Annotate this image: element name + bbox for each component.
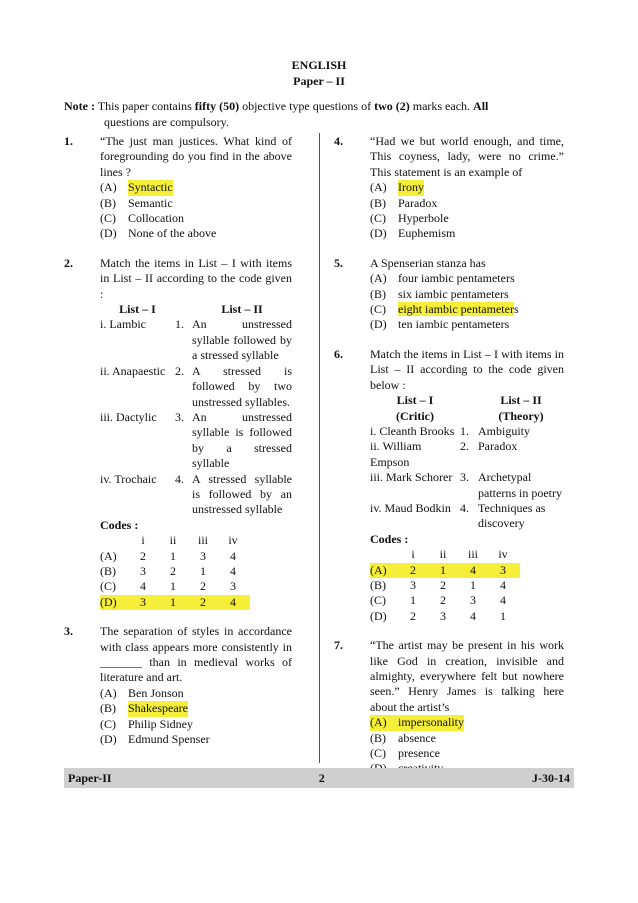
list-2-item: Archetypal patterns in poetry — [478, 470, 562, 500]
code-value: 4 — [230, 548, 236, 563]
question-number: 7. — [334, 638, 343, 653]
option — [370, 302, 564, 317]
code-value: 1 — [470, 577, 476, 592]
note-bold-3: All — [473, 99, 489, 113]
option — [370, 196, 564, 211]
code-value: 2 — [200, 579, 206, 594]
list-1-heading: List – I — [119, 302, 156, 317]
code-row-highlighted — [370, 563, 520, 578]
option-key: (D) — [370, 226, 387, 241]
option-key: (A) — [100, 180, 117, 195]
option-key: (A) — [370, 180, 387, 195]
left-column — [64, 134, 292, 747]
match-table — [370, 393, 564, 532]
note-bold-1: fifty (50) — [194, 99, 240, 113]
option — [370, 211, 564, 226]
question-text: Match the items in List – I with items in List – II according to the code given below : — [370, 346, 564, 392]
code-head: i — [141, 533, 145, 548]
option — [370, 271, 564, 286]
option-key: (B) — [370, 286, 386, 301]
list-2-item: Techniques as discovery — [478, 500, 546, 531]
note-bold-2: two (2) — [374, 99, 410, 113]
code-key: (B) — [370, 577, 386, 592]
code-value: 4 — [470, 562, 476, 577]
code-value: 4 — [470, 608, 476, 623]
option — [370, 715, 564, 730]
footer-page-number: 2 — [318, 770, 325, 785]
option-text: Euphemism — [398, 226, 456, 241]
option-key: (B) — [100, 195, 116, 210]
option — [100, 180, 292, 195]
option-text: ten iambic pentameters — [398, 317, 510, 332]
question-1 — [64, 134, 292, 242]
code-value: 3 — [440, 608, 446, 623]
option-text-highlighted: impersonality — [398, 715, 464, 730]
option-key: (B) — [100, 701, 116, 716]
code-head: iii — [467, 547, 478, 562]
option — [100, 717, 292, 732]
list-2-heading: List – II — [500, 393, 542, 408]
list-1-heading: List – I — [396, 393, 434, 408]
option-key: (D) — [100, 732, 117, 747]
code-key: (D) — [100, 594, 117, 609]
question-text: “The artist may be present in his work like God in creation, invisible and almighty, everywhere felt but nowhere seen.” Henry James is talking here about the artist’s — [370, 638, 564, 714]
list-1-item: i. Cleanth Brooks — [370, 423, 455, 438]
option — [100, 701, 292, 716]
code-row — [370, 609, 564, 624]
code-value: 3 — [230, 579, 236, 594]
code-value: 4 — [140, 579, 146, 594]
option-text-highlighted: eight iambic pentameter — [398, 302, 514, 317]
code-value: 4 — [500, 593, 506, 608]
list-1-item: ii. Anapaestic — [100, 363, 166, 378]
code-value: 1 — [200, 563, 206, 578]
option-key: (A) — [100, 685, 117, 700]
question-3 — [64, 624, 292, 747]
question-number: 3. — [64, 624, 73, 639]
question-4 — [334, 134, 564, 242]
option — [100, 686, 292, 701]
code-value: 1 — [410, 593, 416, 608]
list-2-number: 3. — [460, 470, 469, 485]
option-text: Philip Sidney — [128, 716, 194, 731]
code-key: (A) — [370, 562, 387, 577]
list-1-item: iv. Trochaic — [100, 471, 157, 486]
option-text: Edmund Spenser — [128, 732, 210, 747]
option — [370, 287, 564, 302]
code-value: 3 — [470, 593, 476, 608]
right-column — [334, 134, 564, 777]
code-value: 1 — [170, 579, 176, 594]
option-key: (A) — [370, 715, 398, 730]
list-2-number: 2. — [175, 363, 184, 378]
question-text: Match the items in List – I with items in List – II according to the code given : — [100, 255, 292, 301]
option-text: four iambic pentameters — [398, 271, 515, 286]
code-value: 3 — [500, 562, 506, 577]
question-text: “The just man justices. What kind of foregrounding do you find in the above lines ? — [100, 134, 292, 179]
code-head: i — [411, 547, 415, 562]
option-key: (C) — [370, 746, 386, 761]
question-number: 5. — [334, 255, 343, 270]
code-value: 2 — [440, 577, 446, 592]
list-2-heading: List – II — [221, 302, 263, 317]
code-value: 2 — [140, 548, 146, 563]
list-2-number: 2. — [460, 439, 469, 454]
option — [370, 226, 564, 241]
note-text-a: This paper contains — [97, 99, 195, 113]
option — [370, 180, 564, 195]
column-divider — [319, 133, 320, 763]
option — [370, 731, 564, 746]
list-2-number: 1. — [175, 317, 184, 332]
option-key: (D) — [100, 226, 117, 241]
list-2-item: An unstressed syllable followed by a stressed syllable — [192, 317, 292, 363]
paper-number: Paper – II — [293, 74, 345, 88]
codes-label: Codes : — [370, 531, 409, 546]
list-2-subheading: (Theory) — [498, 408, 544, 423]
option — [100, 211, 292, 226]
option — [370, 746, 564, 761]
page-footer — [64, 768, 574, 788]
code-head: ii — [439, 547, 447, 562]
code-value: 2 — [440, 593, 446, 608]
list-2-item: Paradox — [478, 439, 518, 454]
note-label: Note : — [64, 99, 95, 113]
code-value: 4 — [230, 594, 236, 609]
option-text: Semantic — [128, 195, 173, 210]
list-2-number: 4. — [460, 500, 469, 515]
option-key: (C) — [100, 716, 116, 731]
list-1-subheading: (Critic) — [396, 408, 434, 423]
code-value: 1 — [500, 608, 506, 623]
list-1-item: iii. Dactylic — [100, 409, 157, 424]
question-number: 6. — [334, 346, 343, 361]
footer-code: J-30-14 — [531, 770, 570, 785]
option-key: (D) — [370, 317, 387, 332]
question-text: “Had we but world enough, and time, This coyness, lady, were no crime.” This statement is an example of — [370, 134, 564, 179]
list-1-item: iii. Mark Schorer — [370, 470, 453, 485]
option-key: (B) — [370, 195, 386, 210]
code-value: 4 — [500, 577, 506, 592]
codes-header — [100, 533, 292, 548]
question-text: The separation of styles in accordance with class appears more consistently in _______ than in medieval works of literature and art. — [100, 624, 292, 685]
code-key: (A) — [100, 548, 117, 563]
option-text: Ben Jonson — [128, 685, 184, 700]
note — [64, 98, 572, 130]
code-value: 3 — [200, 548, 206, 563]
list-2-number: 1. — [460, 423, 469, 438]
option-text-tail: s — [513, 302, 519, 317]
option-key: (C) — [100, 211, 116, 226]
option-text: six iambic pentameters — [398, 286, 509, 301]
code-row — [100, 579, 292, 594]
code-head: iii — [197, 533, 208, 548]
question-2 — [64, 256, 292, 610]
option-text: absence — [398, 730, 436, 745]
list-1-item: i. Lambic — [100, 317, 146, 332]
question-number: 2. — [64, 255, 73, 270]
option — [100, 732, 292, 747]
code-row-highlighted — [100, 595, 250, 610]
list-2-item: Ambiguity — [478, 423, 531, 438]
code-value: 1 — [170, 594, 176, 609]
code-key: (C) — [370, 593, 386, 608]
code-value: 2 — [170, 563, 176, 578]
code-head: iv — [498, 547, 508, 562]
list-2-number: 4. — [175, 471, 184, 486]
note-text-c: marks each. — [409, 99, 474, 113]
option-text: Hyperbole — [398, 211, 449, 226]
list-2-number: 3. — [175, 409, 184, 424]
question-5 — [334, 256, 564, 333]
paper-subject: ENGLISH — [291, 58, 347, 72]
code-value: 3 — [410, 577, 416, 592]
code-head: iv — [228, 533, 238, 548]
code-row — [370, 593, 564, 608]
code-value: 2 — [200, 594, 206, 609]
code-value: 4 — [230, 563, 236, 578]
option-key: (C) — [370, 211, 386, 226]
question-7 — [334, 638, 564, 777]
option-text-highlighted: Syntactic — [128, 180, 173, 195]
code-value: 2 — [410, 608, 416, 623]
code-value: 2 — [410, 562, 416, 577]
note-text-b: objective type questions of — [239, 99, 375, 113]
list-1-item: ii. William Empson — [370, 439, 422, 469]
code-key: (C) — [100, 579, 116, 594]
question-text: A Spenserian stanza has — [370, 255, 486, 270]
option-key: (C) — [370, 302, 386, 317]
codes-label: Codes : — [100, 517, 139, 532]
option-key: (B) — [370, 730, 386, 745]
code-key: (B) — [100, 563, 116, 578]
code-key: (D) — [370, 608, 387, 623]
option — [370, 317, 564, 332]
option-text: presence — [398, 746, 440, 761]
list-2-item: A stressed syllable is followed by an unstressed syllable — [192, 471, 292, 517]
code-row — [100, 549, 292, 564]
code-row — [100, 564, 292, 579]
list-2-item: A stressed is followed by two unstressed syllables. — [192, 363, 292, 409]
list-1-item: iv. Maud Bodkin — [370, 500, 451, 515]
code-value: 3 — [140, 594, 146, 609]
option-text: Paradox — [398, 195, 438, 210]
question-number: 1. — [64, 134, 73, 148]
option — [100, 226, 292, 241]
option-text-highlighted: Irony — [398, 180, 424, 195]
option-text: None of the above — [128, 226, 217, 241]
option-text-highlighted: Shakespeare — [128, 701, 188, 716]
footer-paper: Paper-II — [68, 770, 112, 785]
question-6 — [334, 347, 564, 624]
code-value: 1 — [440, 562, 446, 577]
option-text: Collocation — [128, 211, 184, 226]
list-2-item: An unstressed syllable is followed by a stressed syllable — [192, 409, 292, 471]
code-value: 1 — [170, 548, 176, 563]
code-row — [370, 578, 564, 593]
question-number: 4. — [334, 134, 343, 148]
option-key: (A) — [370, 271, 387, 286]
option — [100, 196, 292, 211]
code-value: 3 — [140, 563, 146, 578]
code-head: ii — [169, 533, 177, 548]
codes-header — [370, 547, 564, 562]
match-table — [100, 302, 292, 518]
note-text-d: questions are compulsory. — [104, 115, 229, 129]
